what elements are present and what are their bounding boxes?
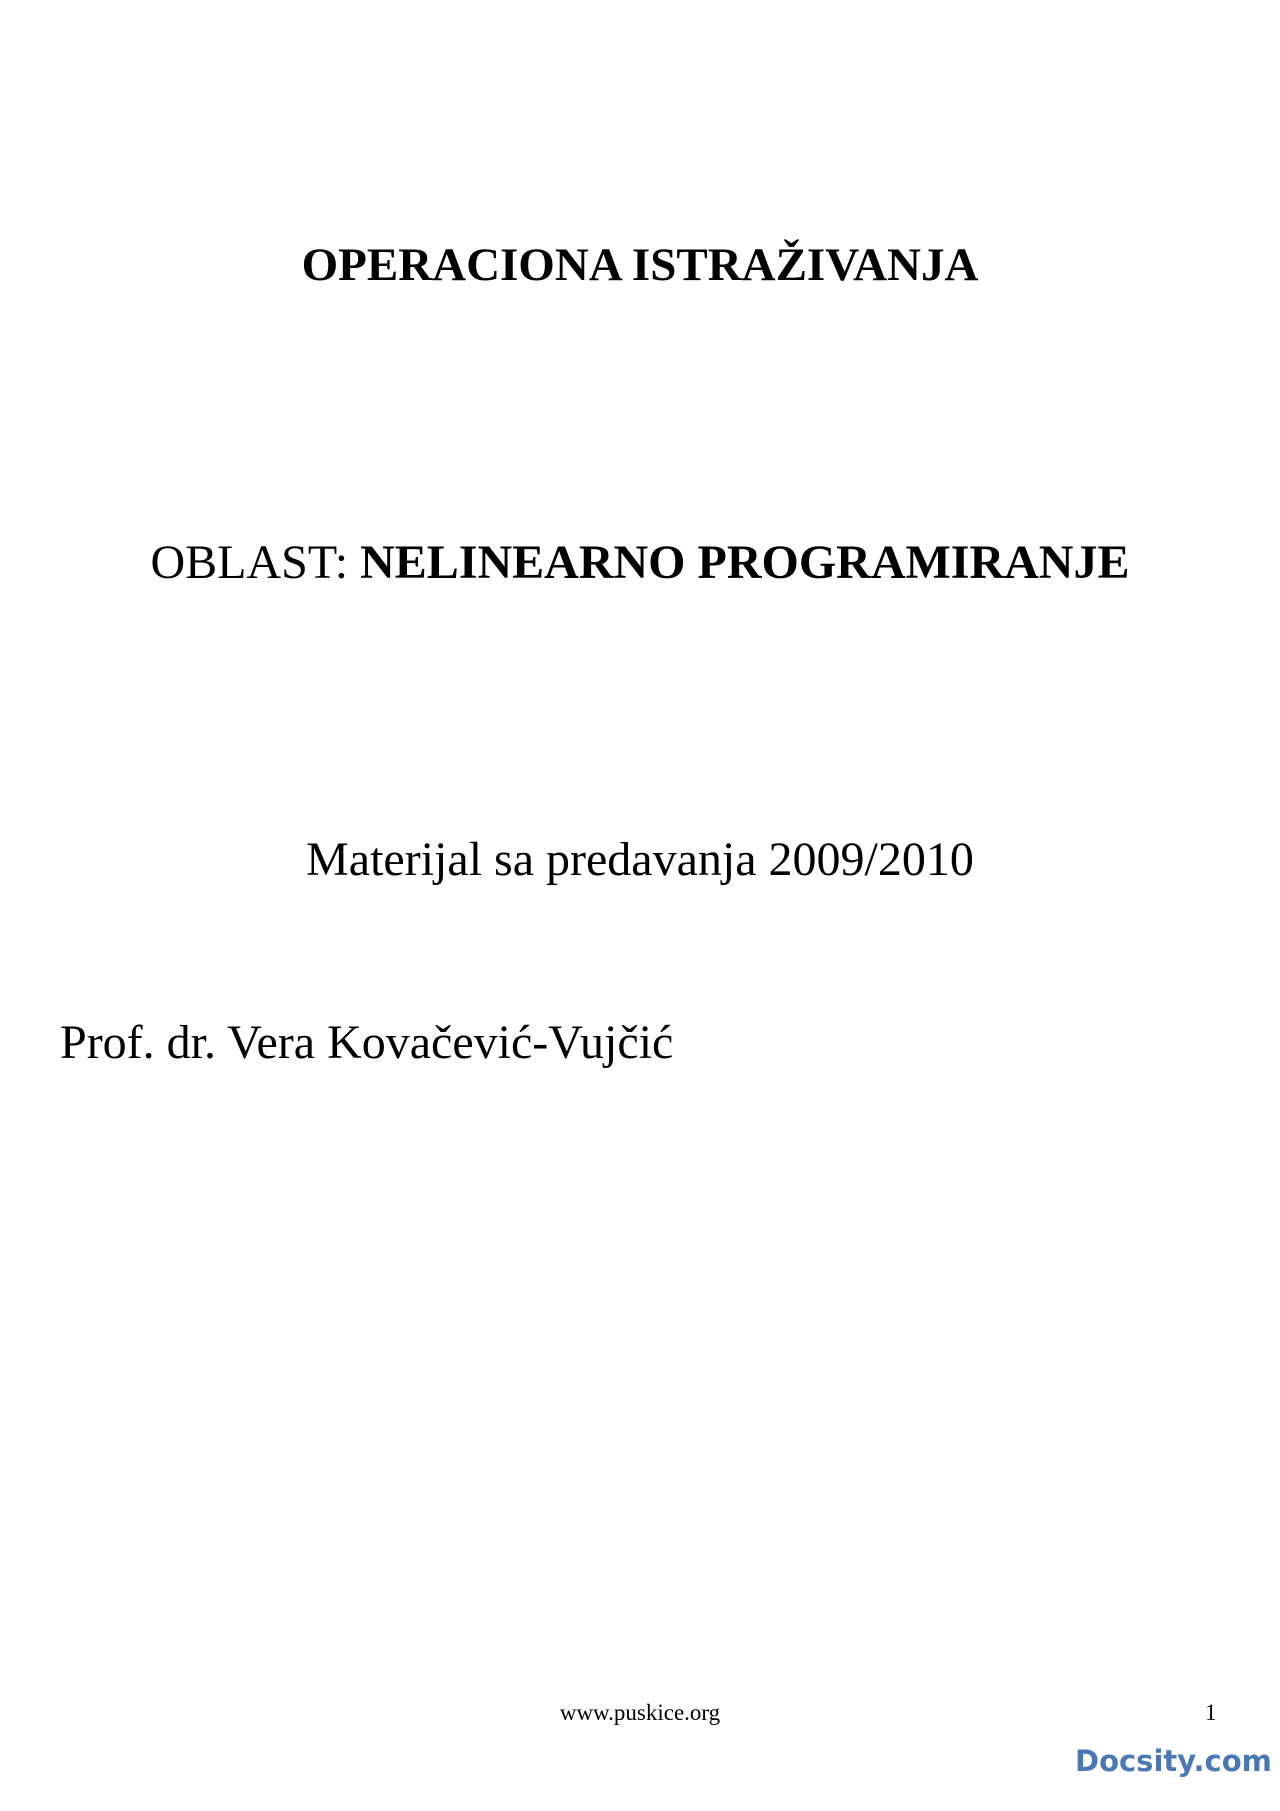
watermark-text-main: Docsity [1075,1744,1194,1778]
docsity-watermark-logo [1075,1744,1272,1778]
area-value: NELINEARNO PROGRAMIRANJE [360,536,1130,589]
area-label: OBLAST: [150,536,349,589]
area-line [0,535,1280,590]
document-title: OPERACIONA ISTRAŽIVANJA [301,239,979,291]
watermark-text-suffix: .com [1193,1744,1272,1778]
footer-url: www.puskice.org [559,1700,721,1725]
document-subtitle: Materijal sa predavanja 2009/2010 [306,833,974,886]
page-number: 1 [1205,1700,1217,1725]
author-name: Prof. dr. Vera Kovačević-Vujčić [60,1016,674,1069]
